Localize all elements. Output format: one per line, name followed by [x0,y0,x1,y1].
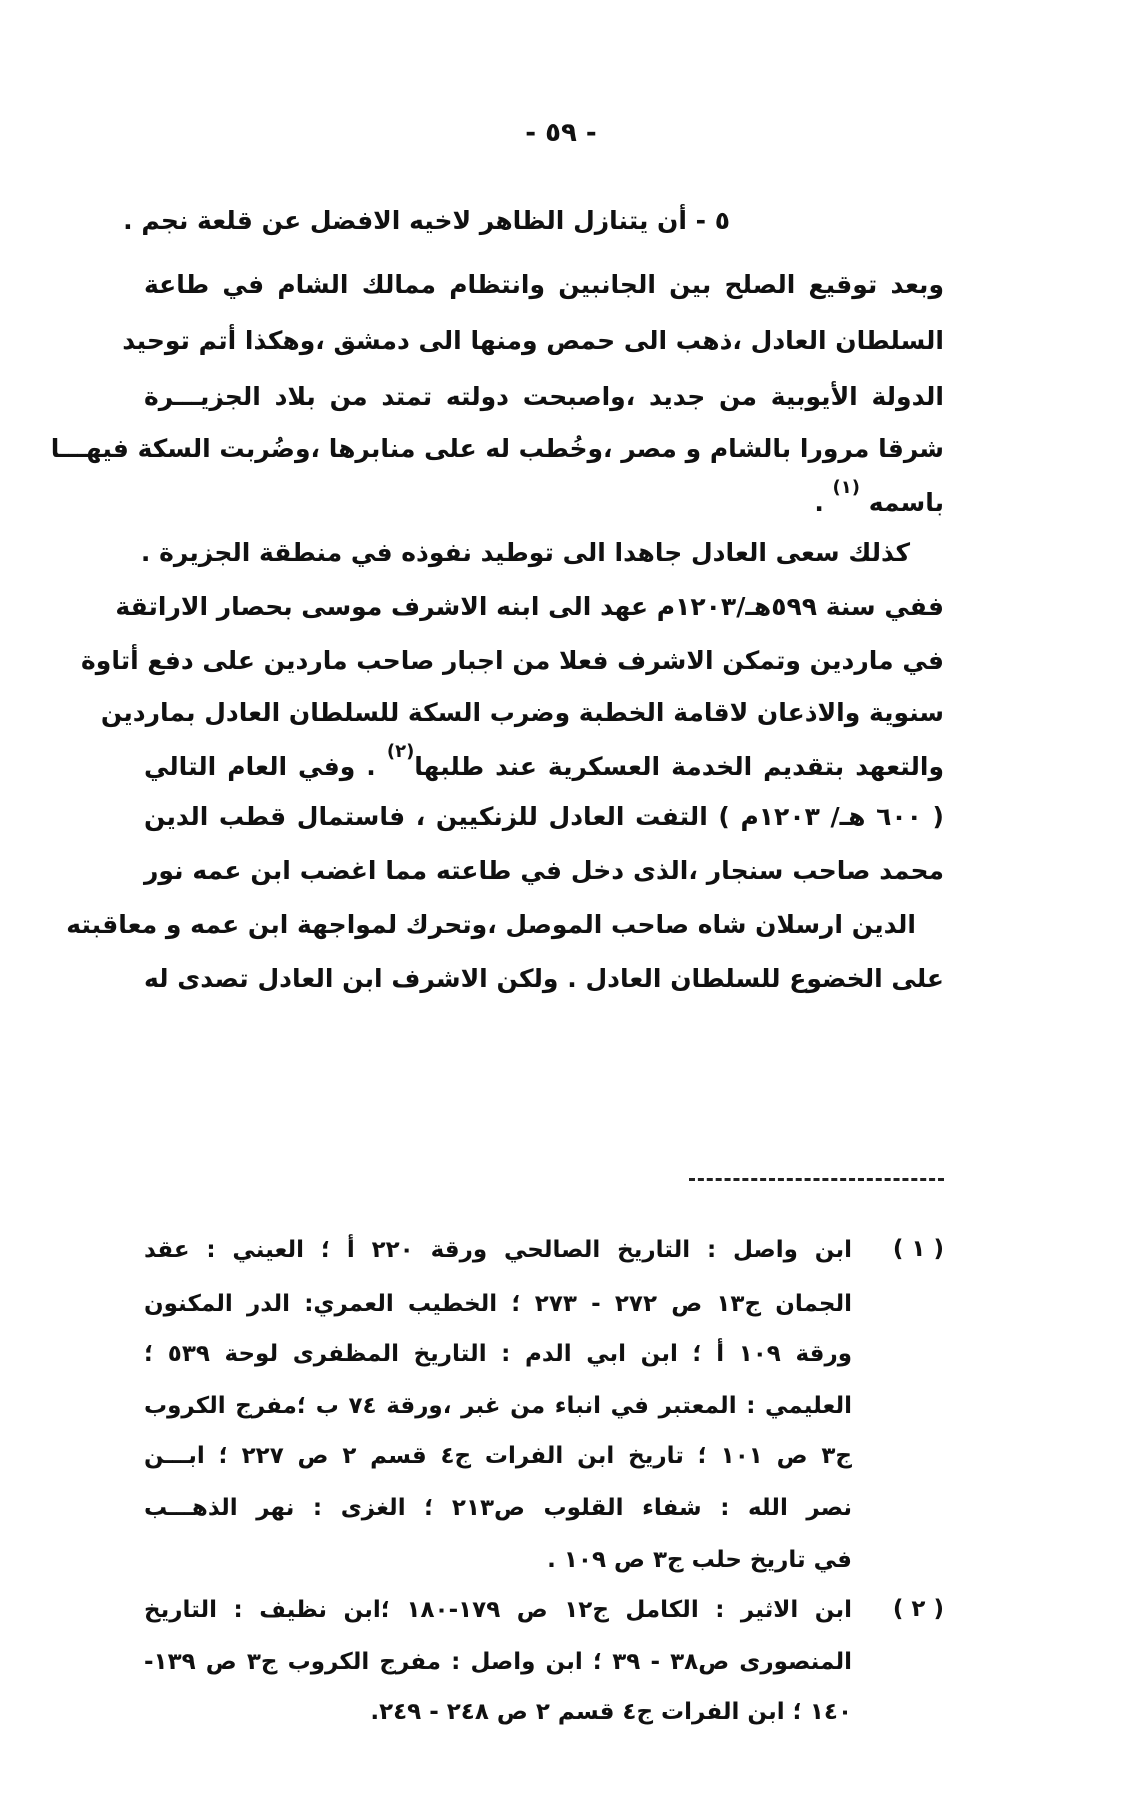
para2-line-5 [144,741,944,787]
footnote-2-line-2: المنصورى ص٣٨ - ٣٩ ؛ ابن واصل : مفرج الكروب ج٣ ص ١٣٩- [144,1649,853,1675]
para1-line-5-text: باسمه [868,488,944,517]
page-number: - ٥٩ - [525,118,597,148]
footnote-1-line-4: العليمي : المعتبر في انباء من غبر ،ورقة ٧٤ ب ؛مفرج الكروب [144,1393,852,1419]
para2-line-9: على الخضوع للسلطان العادل . ولكن الاشرف ابن العادل تصدى له [144,964,944,993]
para2-line-5-text: والتعهد بتقديم الخدمة العسكرية عند طلبها$^{(٢)}$ . [366,741,944,781]
footnote-ref-1: (١) [832,477,860,498]
para2-line-4: سنوية والاذعان لاقامة الخطبة وضرب السكة للسلطان العادل بماردين [100,698,944,727]
para1-line-5 [144,477,944,523]
footnote-1-line-6: نصر الله : شفاء القلوب ص٢١٣ ؛ الغزى : نهر الذهـــب [144,1495,852,1521]
para1-line-1: وبعد توقيع الصلح بين الجانبين وانتظام ممالك الشام في طاعة [144,270,944,299]
para2-line-6: ( ٦٠٠ هـ/ ١٢٠٣م ) التفت العادل للزنكيين ، فاستمال قطب الدين [144,802,944,831]
para2-line-5-cont: وفي العام التالي [144,752,356,781]
para2-line-5-main: والتعهد بتقديم الخدمة العسكرية عند طلبها [414,752,944,781]
footnote-1-line-1: ابن واصل : التاريخ الصالحي ورقة ٢٢٠ أ ؛ العيني : عقد [144,1237,852,1263]
footnote-1-line-2: الجمان ج١٣ ص ٢٧٢ - ٢٧٣ ؛ الخطيب العمري: الدر المكنون [144,1291,853,1317]
para1-line-4: شرقا مرورا بالشام و مصر ،وخُطب له على منابرها ،وضُربت السكة فيهـــا [50,434,944,463]
footnote-2-line-1: ابن الاثير : الكامل ج١٢ ص ١٧٩-١٨٠ ؛ابن نظيف : التاريخ [144,1597,852,1623]
para2-line-1: كذلك سعى العادل جاهدا الى توطيد نفوذه في منطقة الجزيرة . [140,538,910,567]
footnote-2-line-3: ١٤٠ ؛ ابن الفرات ج٤ قسم ٢ ص ٢٤٨ - ٢٤٩. [370,1699,852,1725]
para1-line-2: السلطان العادل ،ذهب الى حمص ومنها الى دمشق ،وهكذا أتم توحيد [122,326,944,355]
para2-line-8: الدين ارسلان شاه صاحب الموصل ،وتحرك لمواجهة ابن عمه و معاقبته [66,910,916,939]
footnote-marker-1: ( ١ ) [892,1236,944,1262]
para2-line-2: ففي سنة ٥٩٩هـ/١٢٠٣م عهد الى ابنه الاشرف موسى بحصار الاراتقة [115,592,944,621]
footnote-1-line-5: ج٣ ص ١٠١ ؛ تاريخ ابن الفرات ج٤ قسم ٢ ص ٢٢٧ ؛ ابـــن [144,1443,852,1469]
period: . [814,488,824,517]
para1-line-3: الدولة الأيوبية من جديد ،واصبحت دولته تمتد من بلاد الجزيـــرة [144,382,944,411]
para2-line-7: محمد صاحب سنجار ،الذى دخل في طاعته مما اغضب ابن عمه نور [144,856,944,885]
footnote-ref-2: (٢) [386,741,415,762]
footnote-1-line-7: في تاريخ حلب ج٣ ص ١٠٩ . [547,1547,852,1573]
list-item-point-5: ٥ - أن يتنازل الظاهر لاخيه الافضل عن قلعة نجم . [123,206,730,235]
footnote-marker-2: ( ٢ ) [892,1596,944,1622]
footnote-separator [689,1178,944,1181]
footnote-1-line-3: ورقة ١٠٩ أ ؛ ابن ابي الدم : التاريخ المظفرى لوحة ٥٣٩ ؛ [144,1341,852,1367]
para2-line-3: في ماردين وتمكن الاشرف فعلا من اجبار صاحب ماردين على دفع أتاوة [81,646,944,675]
